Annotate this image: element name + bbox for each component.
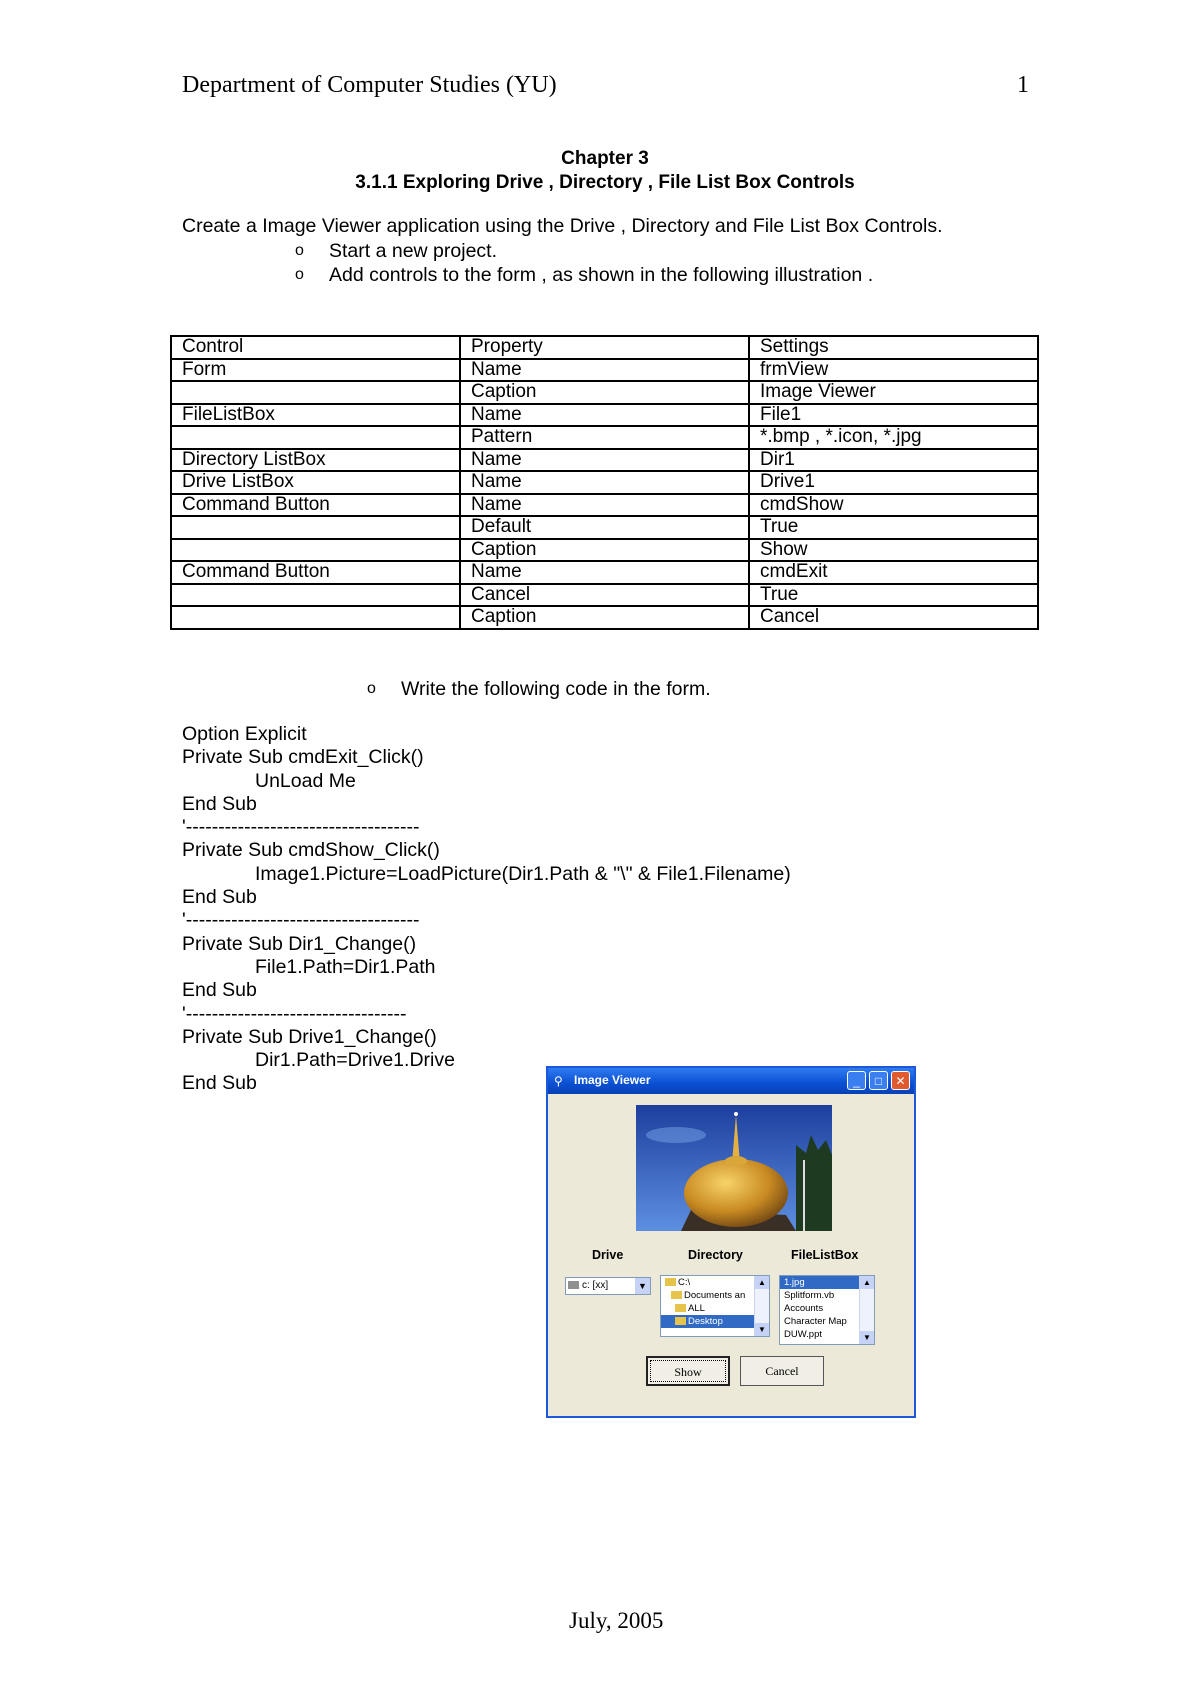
table-row [171, 426, 1038, 449]
table-cell: Default [460, 516, 749, 539]
table-header-cell: Control [171, 336, 460, 359]
table-row [171, 471, 1038, 494]
code-line: '------------------------------------ [182, 909, 420, 932]
table-cell: cmdExit [749, 561, 1038, 584]
table-cell: File1 [749, 404, 1038, 427]
window-titlebar [548, 1068, 914, 1094]
table-cell: Dir1 [749, 449, 1038, 472]
chevron-up-icon[interactable]: ▲ [755, 1276, 769, 1289]
table-cell [171, 584, 460, 607]
bullet-mark: o [295, 266, 304, 283]
table-row [171, 449, 1038, 472]
show-button[interactable]: Show [646, 1356, 730, 1386]
page-number: 1 [1017, 72, 1029, 98]
chapter-title: Chapter 3 [561, 148, 649, 169]
directory-label: Directory [688, 1248, 743, 1262]
scrollbar[interactable] [754, 1276, 769, 1336]
drive-label: Drive [592, 1248, 624, 1262]
code-line: End Sub [182, 1072, 257, 1095]
list-item[interactable]: Splitform.vb [784, 1290, 835, 1301]
directory-listbox[interactable] [660, 1275, 770, 1337]
table-header-cell: Property [460, 336, 749, 359]
code-line: Private Sub cmdExit_Click() [182, 746, 424, 769]
table-cell: Drive1 [749, 471, 1038, 494]
code-line: '---------------------------------- [182, 1002, 407, 1025]
maximize-icon[interactable]: □ [869, 1071, 888, 1090]
table-cell: Pattern [460, 426, 749, 449]
table-row [171, 561, 1038, 584]
table-cell: Command Button [171, 494, 460, 517]
bullet-mark: o [295, 242, 304, 259]
table-cell: Name [460, 449, 749, 472]
table-row [171, 381, 1038, 404]
table-row [171, 359, 1038, 382]
filelistbox-label: FileListBox [791, 1248, 859, 1262]
page-footer-date: July, 2005 [569, 1608, 664, 1633]
code-line: Option Explicit [182, 723, 307, 745]
table-cell [171, 606, 460, 629]
bullet-text: Add controls to the form , as shown in the following illustration . [329, 264, 874, 286]
bullet-mark: o [367, 680, 376, 697]
hard-drive-icon [568, 1281, 579, 1289]
section-title: 3.1.1 Exploring Drive , Directory , File List Box Controls [355, 172, 855, 193]
table-cell: Cancel [749, 606, 1038, 629]
bullet-item [367, 678, 711, 701]
table-row [171, 539, 1038, 562]
cancel-button[interactable]: Cancel [740, 1356, 824, 1386]
folder-icon [675, 1317, 686, 1325]
table-cell: Caption [460, 539, 749, 562]
folder-icon [671, 1291, 682, 1299]
table-cell [171, 426, 460, 449]
minimize-icon[interactable]: _ [847, 1071, 866, 1090]
table-cell: Caption [460, 381, 749, 404]
bullet-item [295, 264, 873, 287]
chevron-up-icon[interactable]: ▲ [860, 1276, 874, 1289]
table-row [171, 516, 1038, 539]
table-cell [171, 539, 460, 562]
code-line: End Sub [182, 979, 257, 1002]
table-cell: Name [460, 561, 749, 584]
table-cell: Image Viewer [749, 381, 1038, 404]
drive-combobox[interactable] [565, 1277, 651, 1295]
table-cell: Name [460, 359, 749, 382]
list-item[interactable]: DUW.ppt [784, 1329, 823, 1340]
table-cell: Drive ListBox [171, 471, 460, 494]
golden-rock-image [636, 1105, 832, 1231]
code-line: Private Sub Drive1_Change() [182, 1025, 437, 1048]
properties-table [170, 335, 1039, 630]
table-cell: FileListBox [171, 404, 460, 427]
table-cell [171, 516, 460, 539]
table-cell [171, 381, 460, 404]
chevron-down-icon[interactable]: ▼ [755, 1323, 769, 1336]
table-cell: Show [749, 539, 1038, 562]
list-item[interactable]: Desktop [661, 1315, 755, 1328]
page-header-department: Department of Computer Studies (YU) [182, 72, 557, 98]
bullet-text: Write the following code in the form. [401, 678, 711, 700]
scrollbar[interactable] [859, 1276, 874, 1344]
table-header-row [171, 336, 1038, 359]
table-cell: Command Button [171, 561, 460, 584]
bullet-text: Start a new project. [329, 240, 497, 262]
app-icon: ⚲ [554, 1074, 563, 1088]
list-item[interactable]: Accounts [784, 1303, 824, 1314]
code-block [182, 723, 791, 1096]
list-item[interactable]: C:\ [661, 1276, 769, 1289]
table-row [171, 584, 1038, 607]
folder-icon [665, 1278, 676, 1286]
table-row [171, 606, 1038, 629]
table-row [171, 404, 1038, 427]
list-item[interactable]: Character Map [784, 1316, 847, 1327]
drive-value: c: [xx] [582, 1280, 609, 1291]
folder-icon [675, 1304, 686, 1312]
code-line: Private Sub cmdShow_Click() [182, 839, 440, 862]
code-line: '------------------------------------ [182, 816, 420, 839]
image-viewer-window [546, 1066, 916, 1418]
bullet-item [295, 240, 497, 263]
window-title: Image Viewer [574, 1073, 651, 1087]
chevron-down-icon[interactable]: ▼ [860, 1331, 874, 1344]
table-cell: True [749, 584, 1038, 607]
chevron-down-icon[interactable]: ▼ [635, 1278, 650, 1294]
code-line: Dir1.Path=Drive1.Drive [255, 1049, 455, 1072]
list-item[interactable]: Documents an [661, 1289, 769, 1302]
table-cell: frmView [749, 359, 1038, 382]
table-header-cell: Settings [749, 336, 1038, 359]
table-cell: Cancel [460, 584, 749, 607]
code-line: File1.Path=Dir1.Path [255, 955, 436, 978]
table-cell: Name [460, 404, 749, 427]
code-line: End Sub [182, 886, 257, 909]
table-cell: *.bmp , *.icon, *.jpg [749, 426, 1038, 449]
table-cell: Name [460, 471, 749, 494]
table-cell: Form [171, 359, 460, 382]
code-line: Image1.Picture=LoadPicture(Dir1.Path & "\" & File1.Filename) [255, 862, 791, 885]
list-item[interactable]: ALL [661, 1302, 769, 1315]
file-listbox[interactable] [779, 1275, 875, 1345]
table-cell: cmdShow [749, 494, 1038, 517]
code-line: Private Sub Dir1_Change() [182, 932, 417, 955]
code-line: End Sub [182, 792, 257, 815]
table-cell: True [749, 516, 1038, 539]
table-cell: Name [460, 494, 749, 517]
table-cell: Directory ListBox [171, 449, 460, 472]
code-line: UnLoad Me [255, 769, 356, 792]
close-icon[interactable]: ✕ [891, 1071, 910, 1090]
intro-text: Create a Image Viewer application using the Drive , Directory and File List Box Controls. [182, 215, 943, 237]
list-item[interactable]: 1.jpg [780, 1276, 860, 1289]
table-cell: Caption [460, 606, 749, 629]
table-row [171, 494, 1038, 517]
